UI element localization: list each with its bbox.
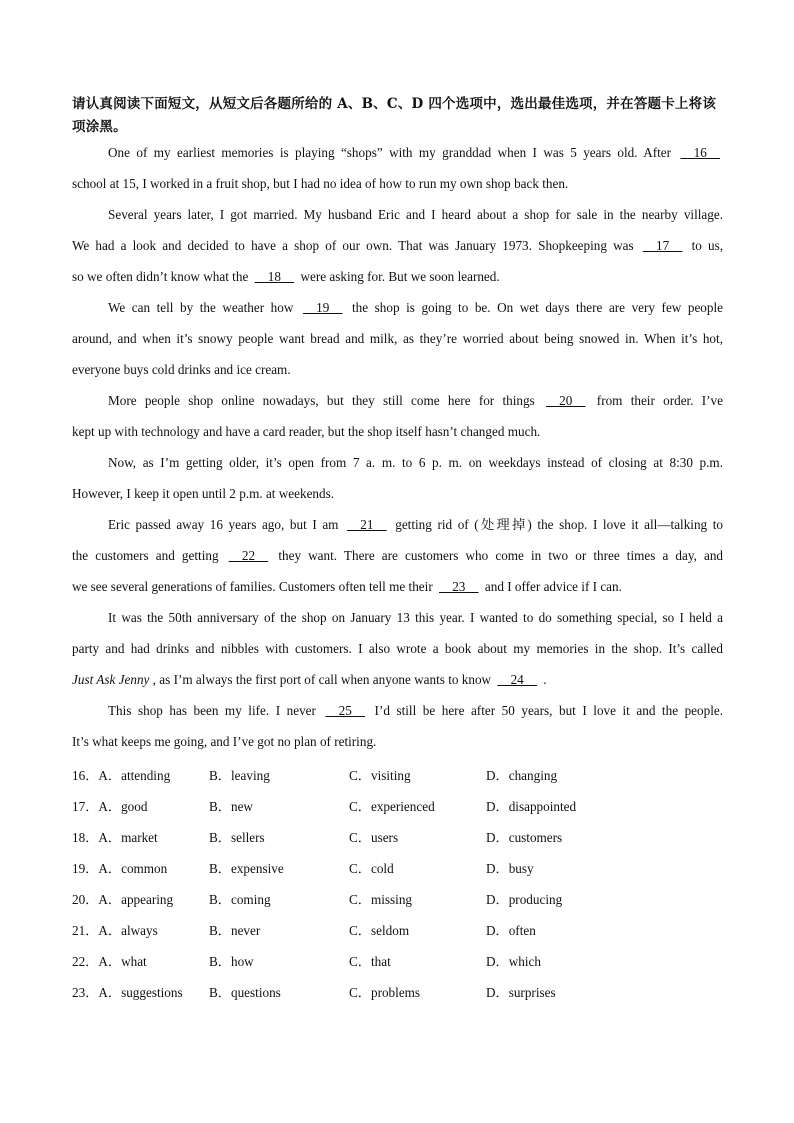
question-option-b: B．new (209, 799, 253, 814)
question-option-d: D．changing (486, 768, 558, 783)
question-option-a: 18．A．market (72, 830, 158, 845)
passage-text: , as I’m always the first port of call when anyone wants to know (152, 672, 492, 687)
passage-text: we see several generations of families. Customers often tell me their (72, 579, 433, 594)
passage-text: party and had drinks and nibbles with customers. I also wrote a book about my memories in the shop. It’s called (72, 641, 723, 656)
question-option-c: C．cold (349, 861, 394, 876)
passage-text: the shop is going to be. On wet days there are very few people (352, 300, 723, 315)
blank-22: 22 (228, 548, 269, 563)
passage-text: they want. There are customers who come in two or three times a day, and (278, 548, 723, 563)
passage-text: It was the 50th anniversary of the shop on January 13 this year. I wanted to do something special, so I held a (108, 610, 723, 625)
passage-text: It’s what keeps me going, and I’ve got no plan of retiring. (72, 734, 377, 749)
question-row (72, 827, 722, 858)
passage-line (72, 451, 723, 482)
passage-text: We had a look and decided to have a shop of our own. That was January 1973. Shopkeeping was (72, 238, 634, 253)
passage-text: This shop has been my life. I never (108, 703, 316, 718)
passage-line (72, 265, 723, 296)
book-title: Just Ask Jenny (72, 672, 150, 687)
passage-line (72, 203, 723, 234)
blank-18: 18 (254, 269, 295, 284)
blank-24: 24 (497, 672, 537, 687)
passage-text: One of my earliest memories is playing “shops” with my granddad when I was 5 years old. After (108, 145, 672, 160)
passage-text: were asking for. But we soon learned. (300, 269, 500, 284)
passage-line (72, 637, 723, 668)
passage-line (72, 544, 723, 575)
passage-text: everyone buys cold drinks and ice cream. (72, 362, 291, 377)
passage-line (72, 296, 723, 327)
question-option-c: C．visiting (349, 768, 411, 783)
passage-text: around, and when it’s snowy people want bread and milk, as they’re worried about being snowed in. When it’s hot, (72, 331, 723, 346)
question-option-a: 20．A．appearing (72, 892, 174, 907)
question-option-a: 19．A．common (72, 861, 168, 876)
blank-19: 19 (302, 300, 343, 315)
passage-text: getting rid of (处理掉) the shop. I love it all—talking to (395, 517, 723, 532)
question-row (72, 889, 722, 920)
question-row (72, 920, 722, 951)
question-option-c: C．problems (349, 985, 421, 1000)
passage-text: Several years later, I got married. My husband Eric and I heard about a shop for sale in the nearby village. (108, 207, 723, 222)
passage-line (72, 172, 723, 203)
passage-line (72, 699, 723, 730)
question-option-b: B．expensive (209, 861, 284, 876)
question-option-b: B．how (209, 954, 254, 969)
question-row (72, 982, 722, 1013)
passage-line (72, 482, 723, 513)
question-option-a: 17．A．good (72, 799, 148, 814)
question-option-a: 16．A．attending (72, 768, 171, 783)
passage-text: . (543, 672, 547, 687)
blank-23: 23 (439, 579, 479, 594)
question-option-d: D．which (486, 954, 541, 969)
question-option-d: D．busy (486, 861, 534, 876)
passage-text: so we often didn’t know what the (72, 269, 249, 284)
question-option-b: B．leaving (209, 768, 270, 783)
question-option-d: D．disappointed (486, 799, 577, 814)
instructions: 请认真阅读下面短文，从短文后各题所给的 A、B、C、D 四个选项中，选出最佳选项，并在答题卡上将该项涂黑。 (72, 96, 717, 135)
question-option-b: B．coming (209, 892, 271, 907)
question-option-a: 21．A．always (72, 923, 158, 938)
question-option-c: C．that (349, 954, 391, 969)
question-option-d: D．customers (486, 830, 563, 845)
question-option-c: C．missing (349, 892, 413, 907)
options-list (72, 765, 722, 1013)
passage-line (72, 389, 723, 420)
passage-line (72, 358, 723, 389)
question-option-c: C．seldom (349, 923, 410, 938)
question-option-d: D．often (486, 923, 536, 938)
question-option-d: D．surprises (486, 985, 556, 1000)
passage (72, 141, 723, 761)
passage-line (72, 420, 723, 451)
passage-text: and I offer advice if I can. (484, 579, 622, 594)
question-option-c: C．users (349, 830, 399, 845)
passage-line (72, 575, 723, 606)
passage-text: to us, (691, 238, 723, 253)
question-option-a: 23．A．suggestions (72, 985, 183, 1000)
passage-text: I’d still be here after 50 years, but I love it and the people. (374, 703, 723, 718)
blank-21: 21 (347, 517, 387, 532)
passage-line (72, 327, 723, 358)
question-option-c: C．experienced (349, 799, 435, 814)
passage-line (72, 730, 723, 761)
passage-line (72, 141, 723, 172)
question-option-b: B．sellers (209, 830, 265, 845)
passage-line (72, 234, 723, 265)
passage-line (72, 513, 723, 544)
question-option-a: 22．A．what (72, 954, 147, 969)
passage-line (72, 606, 723, 637)
passage-text: Eric passed away 16 years ago, but I am (108, 517, 339, 532)
question-row (72, 951, 722, 982)
question-option-b: B．questions (209, 985, 281, 1000)
passage-text: school at 15, I worked in a fruit shop, but I had no idea of how to run my own shop back then. (72, 176, 569, 191)
question-option-d: D．producing (486, 892, 563, 907)
question-row (72, 796, 722, 827)
passage-text: the customers and getting (72, 548, 219, 563)
question-row (72, 858, 722, 889)
passage-line (72, 668, 723, 699)
question-row (72, 765, 722, 796)
passage-text: kept up with technology and have a card reader, but the shop itself hasn’t changed much. (72, 424, 541, 439)
blank-20: 20 (545, 393, 586, 408)
blank-17: 17 (642, 238, 683, 253)
passage-text: Now, as I’m getting older, it’s open from 7 a. m. to 6 p. m. on weekdays instead of closing at 8:30 p.m. (108, 455, 723, 470)
question-option-b: B．never (209, 923, 261, 938)
passage-text: from their order. I’ve (596, 393, 723, 408)
passage-text: However, I keep it open until 2 p.m. at weekends. (72, 486, 335, 501)
blank-16: 16 (680, 145, 720, 160)
blank-25: 25 (325, 703, 366, 718)
passage-text: More people shop online nowadays, but they still come here for things (108, 393, 535, 408)
passage-text: We can tell by the weather how (108, 300, 294, 315)
